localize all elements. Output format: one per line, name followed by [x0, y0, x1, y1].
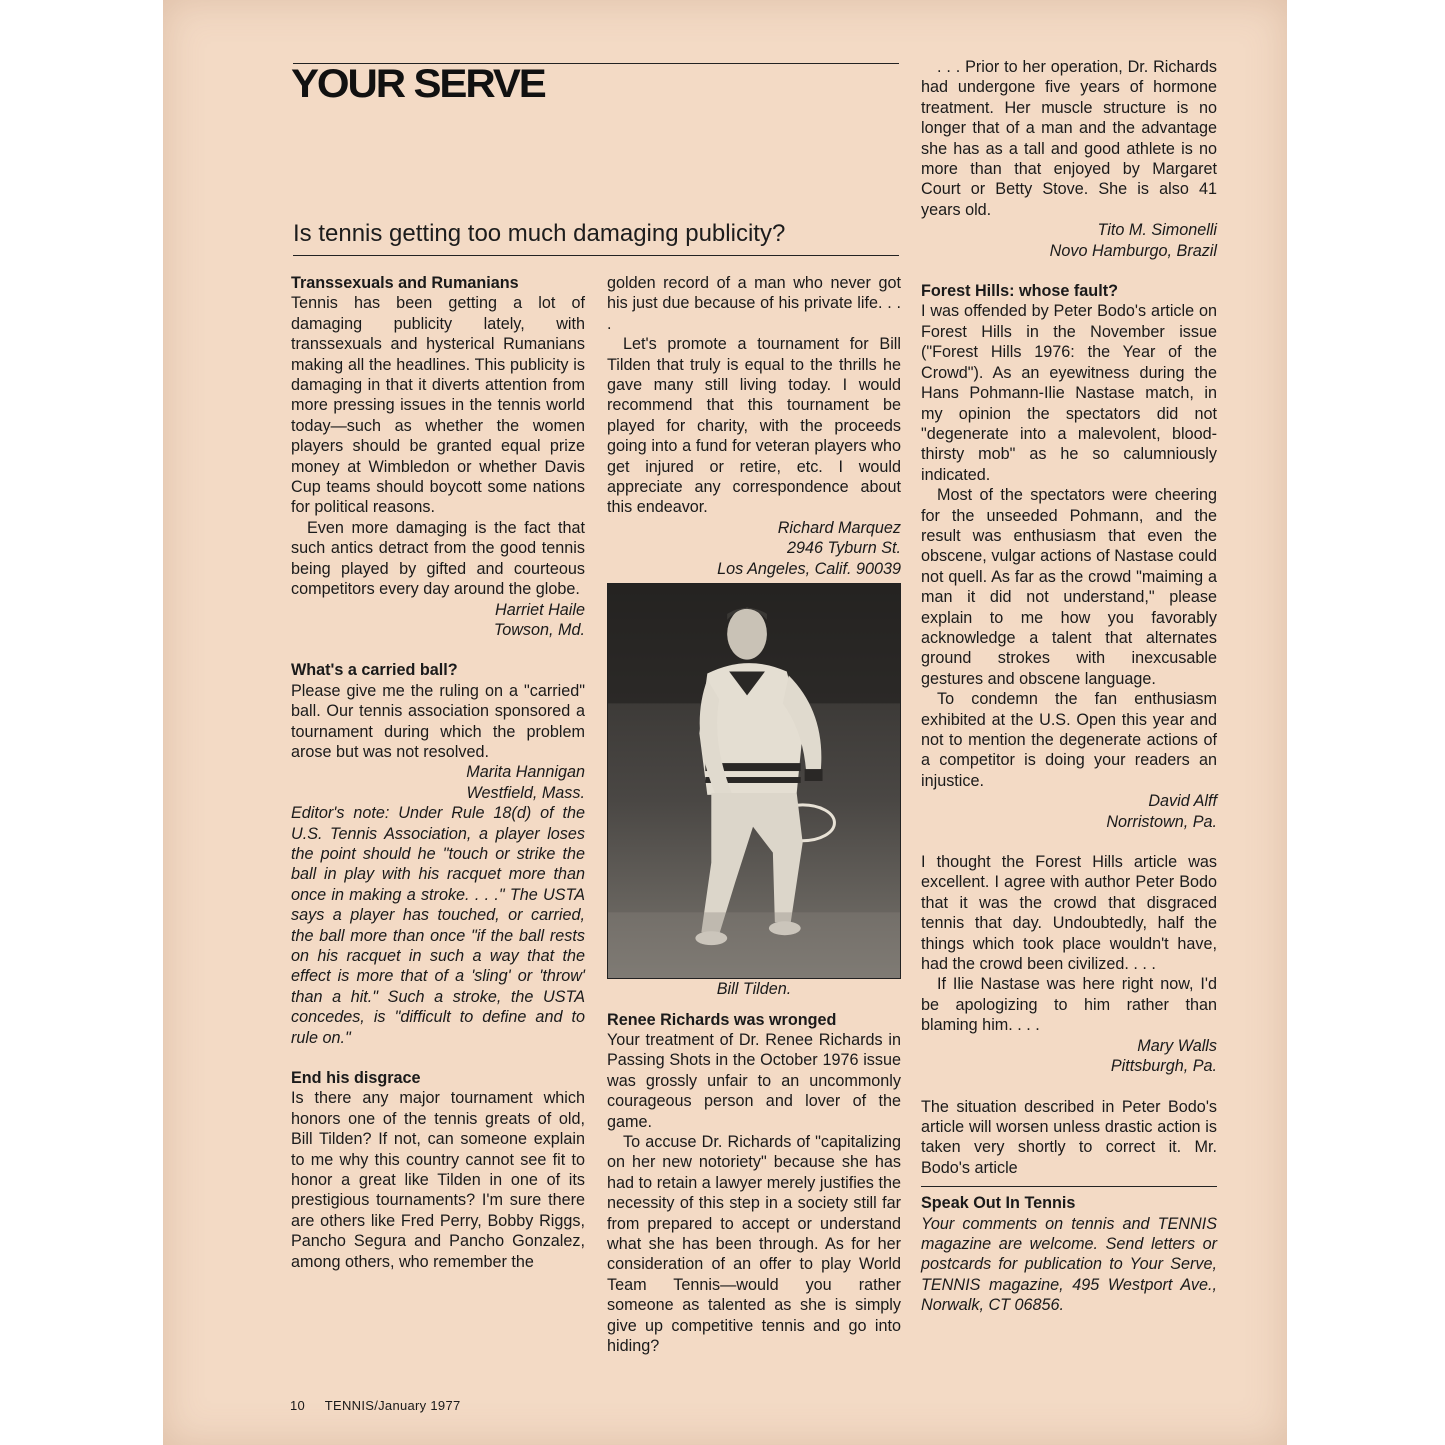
spacer	[921, 1077, 1217, 1097]
letter-signature-name: Mary Walls	[1137, 1036, 1217, 1055]
column-2	[607, 273, 901, 1356]
letter-paragraph: I was offended by Peter Bodo's article on Forest Hills in the November issue ("Forest Hills 1976: the Year of the Crowd"). As an eyewitness during the Hans Pohmann-Ilie Nastase match, in my opinion the spectators did not "degenerate into a malevolent, blood-thirsty mob" as he so calumniously indicated.	[921, 302, 1217, 484]
editors-note: Editor's note: Under Rule 18(d) of the U.S. Tennis Association, a player loses the point should he "touch or strike the ball in play with his racquet more than once in making a stroke. . . ." The USTA says a player has touched, or carried, the ball more than once "if the ball rests on his racquet in such a way that the effect is more that of a 'sling' or 'throw' than a hit." Such a stroke, the USTA concedes, is "difficult to define and to rule on."	[291, 804, 585, 1047]
letter-signature-location: Westfield, Mass.	[466, 783, 585, 802]
letter-paragraph: . . . Prior to her operation, Dr. Richards had undergone five years of hormone treatment. Her muscle structure is no longer that of a man and the advantage she has as a tall and good athlete is no more than that enjoyed by Margaret Court or Betty Stove. She is also 41 years old.	[921, 58, 1217, 219]
column-3	[921, 57, 1217, 1316]
letter-paragraph: If Ilie Nastase was here right now, I'd be apologizing to him rather than blaming him. . . .	[921, 975, 1217, 1035]
letter-paragraph: Is there any major tournament which honors one of the tennis greats of old, Bill Tilden? If not, can someone explain to me why this country cannot see fit to honor a great like Tilden in one of its prestigious tournaments? I'm sure there are others like Fred Perry, Bobby Riggs, Pancho Segura and Pancho Gonzalez, among others, who remember the	[291, 1089, 585, 1271]
publication-line: TENNIS/January 1977	[324, 1398, 461, 1413]
spacer	[291, 640, 585, 660]
spacer	[607, 1000, 901, 1010]
letter-paragraph: golden record of a man who never got his just due because of his private life. . . .	[607, 274, 901, 333]
letter-signature-location: Novo Hamburgo, Brazil	[1049, 241, 1217, 260]
letter-paragraph: To condemn the fan enthusiasm exhibited at the U.S. Open this year and not to mention the degenerate actions of a competitor is doing your readers an injustice.	[921, 690, 1217, 790]
page-headline: Is tennis getting too much damaging publicity?	[293, 220, 786, 247]
letter-heading: Transsexuals and Rumanians	[291, 274, 519, 292]
page-number: 10	[290, 1398, 306, 1413]
letter-signature-name: Richard Marquez	[777, 518, 901, 537]
letter-signature-address: 2946 Tyburn St.	[787, 539, 901, 558]
letter-signature-name: Marita Hannigan	[466, 763, 585, 782]
letter-heading: What's a carried ball?	[291, 661, 458, 680]
spacer	[921, 261, 1217, 281]
page-footer	[290, 1398, 477, 1413]
section-masthead: YOUR SERVE	[291, 62, 545, 106]
letter-signature-name: Harriet Haile	[495, 600, 585, 619]
column-1	[291, 273, 585, 1272]
letter-heading: Forest Hills: whose fault?	[921, 282, 1118, 301]
letter-signature-location: Pittsburgh, Pa.	[1110, 1057, 1217, 1076]
letter-signature-name: Tito M. Simonelli	[1097, 221, 1217, 240]
letter-paragraph: Tennis has been getting a lot of damaging publicity lately, with transsexuals and hysterical Rumanians making all the headlines. This publicity is damaging in that it diverts attention from more pressing issues in the tennis world today—such as whether the women players should be granted equal prize money at Wimbledon or whether Davis Cup teams should boycott some nations for political reasons.	[291, 294, 585, 517]
letter-signature-location: Towson, Md.	[493, 620, 585, 639]
letter-paragraph: The situation described in Peter Bodo's article will worsen unless drastic action is taken very shortly to correct it. Mr. Bodo's article	[921, 1097, 1217, 1177]
letter-paragraph: Even more damaging is the fact that such antics detract from the good tennis being played by gifted and courteous competitors every day around the globe.	[291, 518, 585, 599]
letter-paragraph: Let's promote a tournament for Bill Tilden that truly is equal to the thrills he gave many still living today. I would recommend that this tournament be played for charity, with the proceeds going into a fund for veteran players who get injured or retire, etc. I would appreciate any correspondence about this endeavor.	[607, 335, 901, 517]
letter-signature-name: David Alff	[1148, 792, 1217, 811]
speak-out-heading: Speak Out In Tennis	[921, 1194, 1076, 1213]
letter-paragraph: To accuse Dr. Richards of "capitalizing on her new notoriety" because she has had to retain a lawyer merely justifies the necessity of this step in a society still far from prepared to accept or understand what she has been through. As for her consideration of an offer to play World Team Tennis—would you rather someone as talented as she is simply give up competitive tennis and go into hiding?	[607, 1132, 901, 1355]
letter-paragraph: I thought the Forest Hills article was excellent. I agree with author Peter Bodo that it was the crowd that disgraced tennis that day. Undoubtedly, half the things which took place wouldn't have, had the crowd been civilized. . . .	[921, 853, 1217, 974]
photo-caption: Bill Tilden.	[716, 980, 792, 999]
bill-tilden-photo	[607, 583, 901, 979]
letter-paragraph: Please give me the ruling on a "carried" ball. Our tennis association sponsored a tournament during which the problem arose but was not resolved.	[291, 681, 585, 761]
letter-heading: Renee Richards was wronged	[607, 1010, 837, 1029]
magazine-page	[163, 0, 1287, 1445]
letter-signature-location: Los Angeles, Calif. 90039	[717, 559, 901, 578]
letter-signature-location: Norristown, Pa.	[1106, 812, 1217, 831]
speak-out-body: Your comments on tennis and TENNIS magazine are welcome. Send letters or postcards for publication to Your Serve, TENNIS magazine, 495 Westport Ave., Norwalk, CT 06856.	[921, 1214, 1217, 1315]
letter-heading: End his disgrace	[291, 1069, 421, 1088]
spacer	[921, 832, 1217, 852]
headline-rule	[293, 255, 899, 256]
speak-out-rule	[921, 1186, 1217, 1187]
letter-paragraph: Most of the spectators were cheering for the unseeded Pohmann, and the result was enthusiasm that even the obscene, vulgar actions of Nastase could not quell. As far as the crowd "maiming a man it did not understand," please explain to me how you favorably acknowledge a talent that alternates ground strokes with inexcusable gestures and obscene language.	[921, 486, 1217, 688]
letter-paragraph: Your treatment of Dr. Renee Richards in Passing Shots in the October 1976 issue was grossly unfair to an uncommonly courageous person and lover of the game.	[607, 1030, 901, 1131]
spacer	[291, 1048, 585, 1068]
